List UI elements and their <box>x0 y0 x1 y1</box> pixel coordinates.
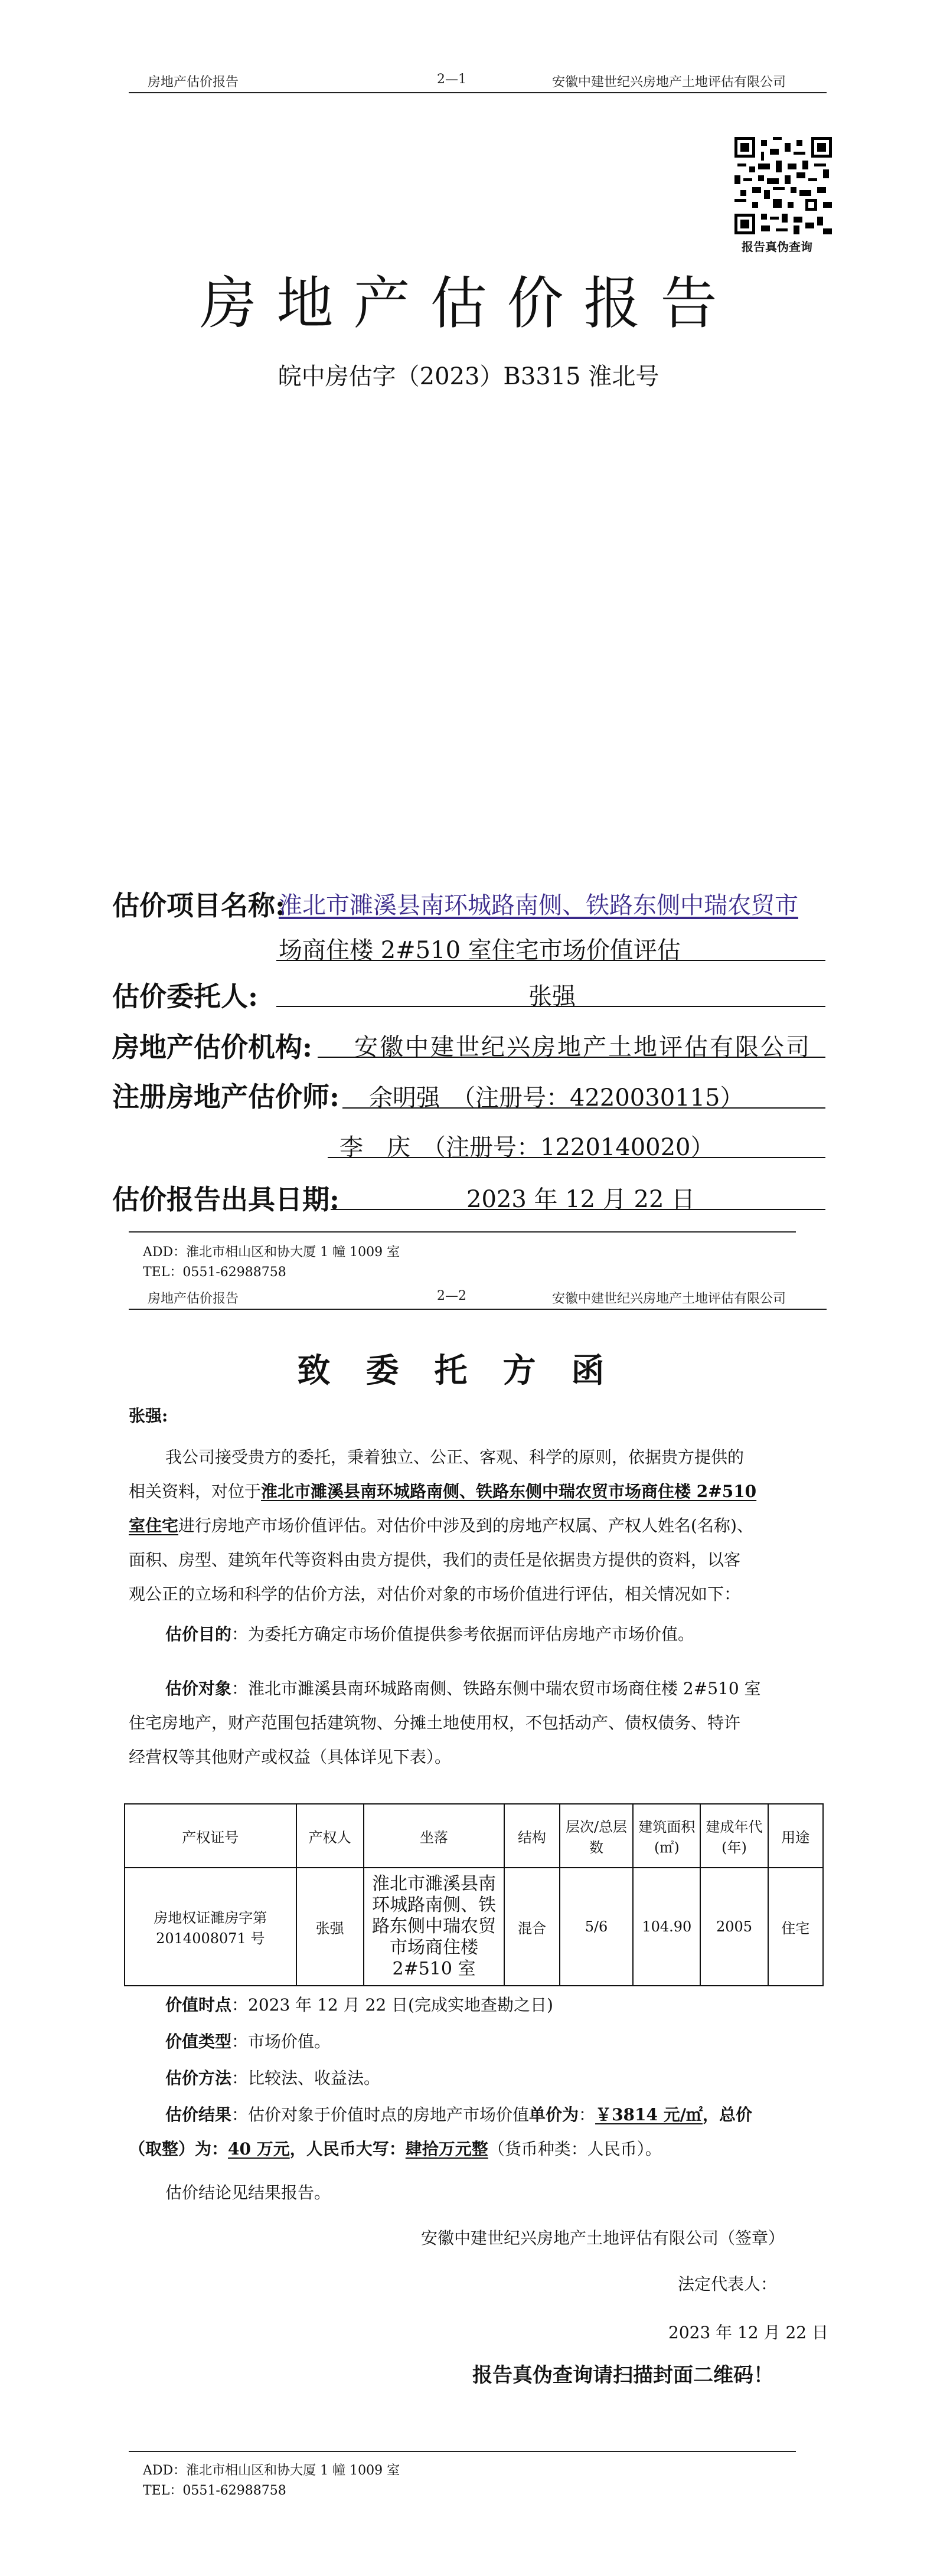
object-line-1 <box>129 1672 825 1706</box>
table-cell: 104.90 <box>633 1868 700 1986</box>
qr-code-icon <box>734 137 832 234</box>
appraiser-1-underline <box>342 1107 825 1109</box>
value-type-label: 价值类型 <box>165 2032 232 2051</box>
upper-case-label: ，人民币大写： <box>289 2139 406 2159</box>
footer-rule <box>129 2451 796 2452</box>
intro-line-2 <box>129 1475 825 1509</box>
telephone: TEL：0551-62988758 <box>143 2483 286 2498</box>
property-table <box>124 1803 824 1986</box>
running-header-left: 房地产估价报告 <box>148 1292 239 1306</box>
footer-rule <box>129 1231 796 1233</box>
intro-line-4: 面积、房型、建筑年代等资料由贵方提供，我们的责任是依据贵方提供的资料，以客 <box>129 1550 741 1570</box>
intro-line-3 <box>129 1509 825 1543</box>
method-label: 估价方法 <box>165 2068 232 2088</box>
qr-caption: 报告真伪查询 <box>742 240 812 254</box>
project-label: 估价项目名称: <box>112 890 285 921</box>
intro-text: 相关资料，对位于 <box>129 1482 262 1501</box>
purpose-label: 估价目的 <box>165 1624 232 1644</box>
value-type-line <box>165 2025 827 2059</box>
result-label: 估价结果 <box>165 2105 232 2124</box>
running-header-left: 房地产估价报告 <box>148 75 239 90</box>
intro-subject: 淮北市濉溪县南环城路南侧、铁路东侧中瑞农贸市场商住楼 2#510 <box>261 1482 757 1501</box>
method-text: ：比较法、收益法。 <box>231 2068 381 2088</box>
total-price-value: 40 万元 <box>228 2139 290 2159</box>
page-number: 2—2 <box>437 1289 466 1303</box>
value-type-text: ：市场价值。 <box>231 2032 331 2051</box>
table-header: 产权人 <box>296 1804 364 1868</box>
rounded-label: （取整）为 <box>129 2139 212 2159</box>
table-cell: 张强 <box>296 1868 364 1986</box>
result-paragraph <box>129 2098 825 2166</box>
company-signature: 安徽中建世纪兴房地产土地评估有限公司（签章） <box>421 2228 785 2248</box>
running-header-right: 安徽中建世纪兴房地产土地评估有限公司 <box>552 1292 786 1306</box>
table-header: 坐落 <box>364 1804 505 1868</box>
result-line-1: 估价结果：估价对象于价值时点的房地产市场价值单价为：￥3814 元/㎡，总价 <box>165 2105 752 2124</box>
intro-line-5: 观公正的立场和科学的估价方法，对估价对象的市场价值进行评估，相关情况如下： <box>129 1584 741 1604</box>
client-underline <box>276 1006 825 1007</box>
total-price-label: ，总价 <box>702 2105 752 2124</box>
project-underline <box>276 960 825 961</box>
valuation-time-line <box>165 1988 827 2022</box>
client-value: 张强 <box>528 983 576 1010</box>
object-text: ：淮北市濉溪县南环城路南侧、铁路东侧中瑞农贸市场商住楼 2#510 室 <box>231 1679 761 1698</box>
legal-representative: 法定代表人： <box>678 2274 778 2294</box>
document-number: 皖中房估字（2023）B3315 淮北号 <box>277 363 660 390</box>
unit-price-value: ￥3814 元/㎡ <box>595 2105 703 2124</box>
table-cell: 淮北市濉溪县南环城路南侧、铁路东侧中瑞农贸市场商住楼2#510 室 <box>364 1868 505 1986</box>
table-header: 产权证号 <box>125 1804 296 1868</box>
table-cell: 混合 <box>504 1868 559 1986</box>
letter-date: 2023 年 12 月 22 日 <box>668 2323 829 2342</box>
running-header-right: 安徽中建世纪兴房地产土地评估有限公司 <box>552 75 786 90</box>
object-label: 估价对象 <box>165 1679 232 1698</box>
appraiser-2-underline <box>328 1157 825 1158</box>
agency-underline <box>318 1057 825 1058</box>
table-header: 结构 <box>504 1804 559 1868</box>
address: ADD：淮北市相山区和协大厦 1 幢 1009 室 <box>143 2463 400 2478</box>
salutation: 张强: <box>129 1406 168 1426</box>
appraiser-1: 余明强 （注册号：4220030115） <box>369 1084 744 1112</box>
upper-case-value: 肆拾万元整 <box>405 2139 488 2159</box>
agency-label: 房地产估价机构: <box>112 1031 312 1063</box>
result-text: ：估价对象于价值时点的房地产市场价值 <box>231 2105 530 2124</box>
valuation-time-label: 价值时点 <box>165 1995 232 2015</box>
header-rule <box>129 1309 827 1310</box>
project-value-line2: 场商住楼 2#510 室住宅市场价值评估 <box>279 937 681 964</box>
method-line <box>165 2061 827 2096</box>
report-date-underline <box>331 1209 825 1210</box>
result-line-2: （取整）为：40 万元，人民币大写：肆拾万元整（货币种类：人民币）。 <box>129 2139 662 2159</box>
table-header: 层次/总层数 <box>560 1804 634 1868</box>
telephone: TEL：0551-62988758 <box>143 1265 286 1280</box>
table-header: 建筑面积(㎡) <box>633 1804 700 1868</box>
client-label: 估价委托人: <box>112 980 258 1012</box>
appraiser-2: 李 庆 （注册号：1220140020） <box>339 1134 714 1161</box>
table-header: 建成年代(年) <box>700 1804 768 1868</box>
page-number: 2—1 <box>437 72 466 87</box>
table-cell: 2005 <box>700 1868 768 1986</box>
agency-value: 安徽中建世纪兴房地产土地评估有限公司 <box>354 1034 811 1061</box>
table-header-row <box>125 1804 823 1868</box>
unit-price-label: 单价为 <box>529 2105 579 2124</box>
table-header: 用途 <box>768 1804 823 1868</box>
object-line-3: 经营权等其他财产或权益（具体详见下表）。 <box>129 1747 452 1767</box>
appraiser-label: 注册房地产估价师: <box>112 1081 339 1113</box>
object-paragraph <box>129 1672 825 1774</box>
address: ADD：淮北市相山区和协大厦 1 幢 1009 室 <box>143 1245 400 1260</box>
purpose-line <box>165 1617 827 1652</box>
intro-line-1: 我公司接受贵方的委托，秉着独立、公正、客观、科学的原则，依据贵方提供的 <box>165 1447 745 1467</box>
valuation-time-text: ：2023 年 12 月 22 日(完成实地查勘之日) <box>231 1995 553 2015</box>
purpose-text: ：为委托方确定市场价值提供参考依据而评估房地产市场价值。 <box>231 1624 695 1644</box>
verification-note: 报告真伪查询请扫描封面二维码！ <box>472 2363 773 2387</box>
table-cell: 房地权证濉房字第2014008071 号 <box>125 1868 296 1986</box>
project-value-line1: 淮北市濉溪县南环城路南侧、铁路东侧中瑞农贸市 <box>279 892 798 919</box>
intro-subject-end: 室住宅 <box>129 1516 179 1535</box>
table-cell: 5/6 <box>560 1868 634 1986</box>
intro-paragraph <box>129 1440 825 1611</box>
table-cell: 住宅 <box>768 1868 823 1986</box>
currency-note: （货币种类：人民币）。 <box>488 2139 662 2159</box>
report-date-value: 2023 年 12 月 22 日 <box>466 1186 696 1213</box>
letter-title: 致委托方函 <box>297 1351 640 1390</box>
table-row <box>125 1868 823 1986</box>
intro-text: 进行房地产市场价值评估。对估价中涉及到的房地产权属、产权人姓名(名称)、 <box>178 1516 753 1535</box>
report-date-label: 估价报告出具日期: <box>112 1184 339 1215</box>
conclusion-line: 估价结论见结果报告。 <box>165 2183 331 2202</box>
report-title: 房地产估价报告 <box>200 270 737 336</box>
object-line-2: 住宅房地产，财产范围包括建筑物、分摊土地使用权，不包括动产、债权债务、特许 <box>129 1713 741 1732</box>
header-rule <box>129 92 827 93</box>
